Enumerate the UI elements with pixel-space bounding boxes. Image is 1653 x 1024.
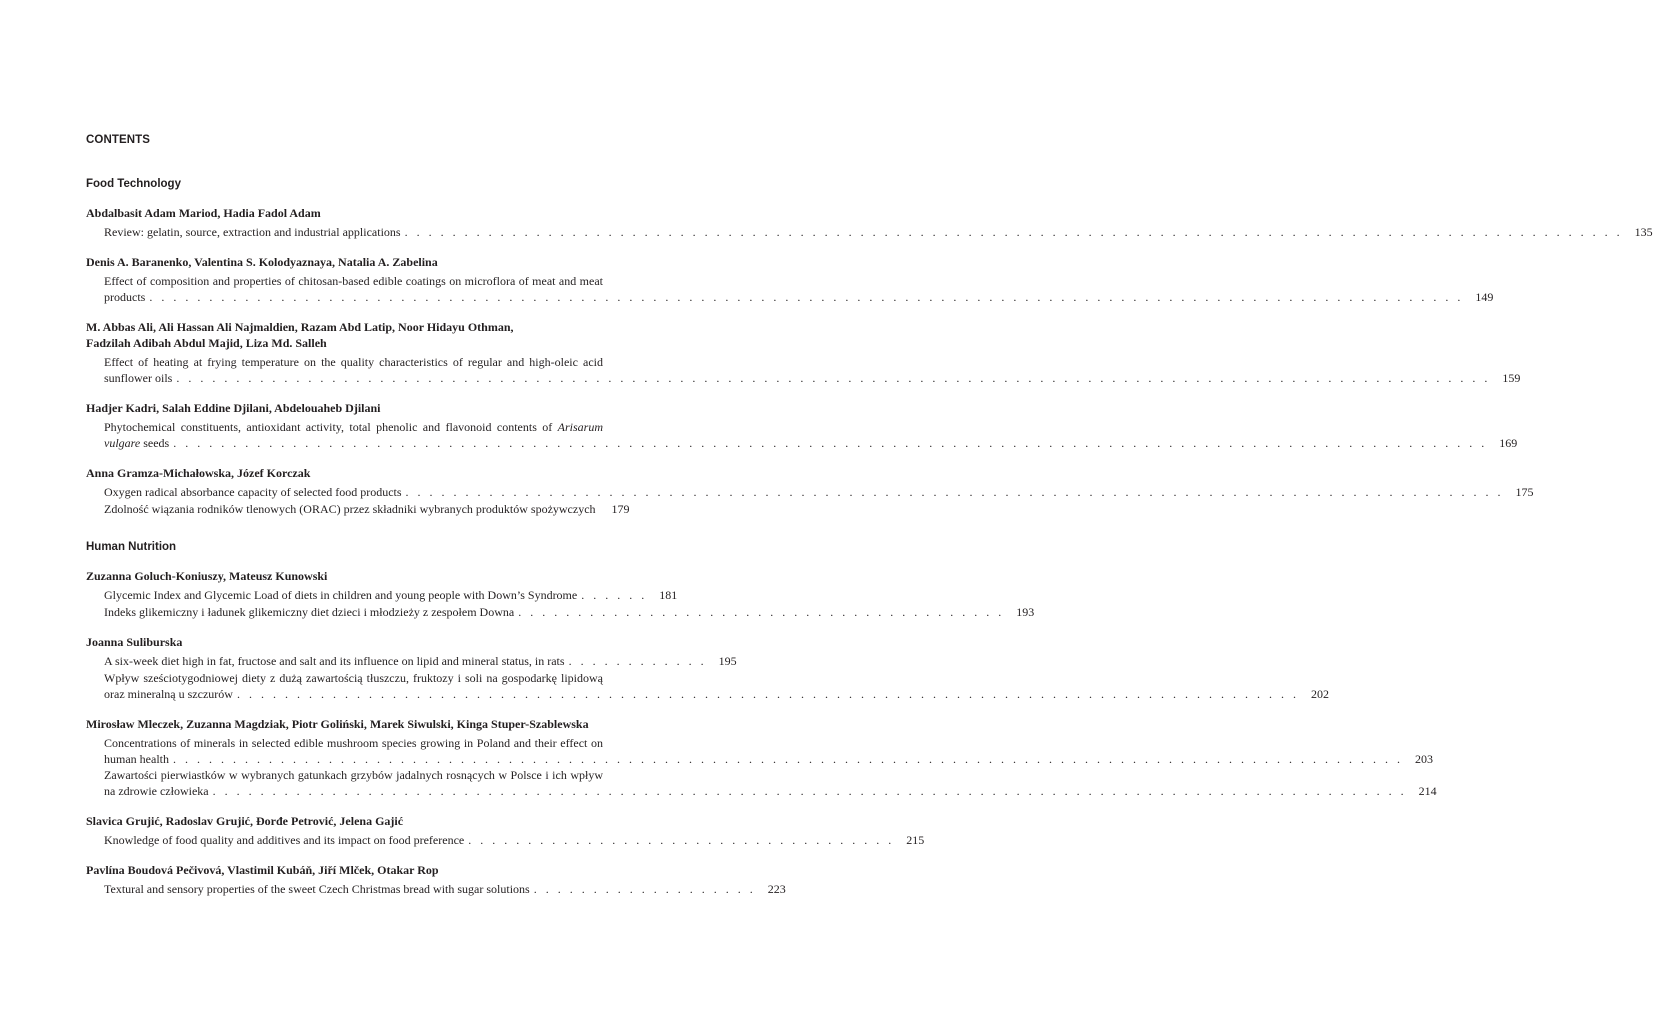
article-title-last-line (104, 751, 1433, 767)
article-link[interactable] (86, 832, 925, 848)
article-title-italic: vulgare (104, 436, 141, 450)
page-number: 159 (1502, 371, 1521, 385)
toc-entry (86, 400, 1518, 451)
leader-dots: . . . . . . . . . . . . . . . . . . . . . . . . . . . . . . . . . . . . . . . . . . . . . . . . . . . . . . . . . . . . . . . . . . . . . . . . . . . . . . . . . . . . . . . . . . . . . . . . . . . . . . . (172, 752, 1403, 766)
leader-dots: . . . . . . . . . . . . . . . . . . . . . . . . . . . . . . . . . . . . (468, 833, 895, 847)
article-title: Zdolność wiązania rodników tlenowych (ORAC) przez składniki wybranych produktów spożywczych (104, 502, 596, 516)
article-title: na zdrowie człowieka (104, 784, 209, 798)
leader-dots: . . . . . . . . . . . . . . . . . . . . . . . . . . . . . . . . . . . . . . . . . . . . . . . . . . . . . . . . . . . . . . . . . . . . . . . . . . . . . . . . . . . . . . . . . . . . . . . . . . . . . . . . . . . . . . (176, 371, 1491, 385)
page-number: 179 (611, 502, 630, 516)
toc-entry (86, 205, 1653, 240)
page-number: 175 (1515, 485, 1534, 499)
article-title-last-line (104, 370, 1521, 386)
entry-authors: Zuzanna Goluch-Koniuszy, Mateusz Kunowski (86, 569, 328, 583)
entry-authors: Joanna Suliburska (86, 635, 183, 649)
page-number: 203 (1414, 752, 1433, 766)
entry-authors: Mirosław Mleczek, Zuzanna Magdziak, Piotr Goliński, Marek Siwulski, Kinga Stuper-Szablewska (86, 717, 589, 731)
entry-authors: Fadzilah Adibah Abdul Majid, Liza Md. Salleh (86, 336, 327, 350)
article-title: Knowledge of food quality and additives and its impact on food preference (104, 833, 465, 847)
entry-authors: Pavlína Boudová Pečivová, Vlastimil Kubáň, Jiří Mlček, Otakar Rop (86, 863, 439, 877)
entry-authors: M. Abbas Ali, Ali Hassan Ali Najmaldien, Razam Abd Latip, Noor Hidayu Othman, (86, 320, 514, 334)
page-number: 202 (1310, 687, 1329, 701)
article-title: Indeks glikemiczny i ładunek glikemiczny diet dzieci i młodzieży z zespołem Downa (104, 605, 515, 619)
article-link[interactable] (86, 354, 1521, 386)
page-number: 223 (767, 882, 786, 896)
article-link[interactable] (86, 735, 1433, 767)
section-title-human-nutrition: Human Nutrition (86, 541, 177, 553)
article-link[interactable] (86, 484, 1534, 500)
article-title-last-line (104, 783, 1437, 799)
entry-authors: Denis A. Baranenko, Valentina S. Kolodyaznaya, Natalia A. Zabelina (86, 255, 438, 269)
leader-dots: . . . . . . . . . . . . . . . . . . . . . . . . . . . . . . . . . . . . . . . . . . . . . . . . . . . . . . . . . . . . . . . . . . . . . . . . . . . . . . . . . . . . . . . . . . . . . . . . . . . . . . . . . . . . . . (149, 290, 1464, 304)
entry-authors: Hadjer Kadri, Salah Eddine Djilani, Abdelouaheb Djilani (86, 401, 381, 415)
article-title (104, 435, 169, 451)
toc-entry (86, 254, 1494, 305)
toc-entry (86, 465, 1534, 517)
article-title-line: Zawartości pierwiastków w wybranych gatunkach grzybów jadalnych rosnących w Polsce i ich wpływ (104, 768, 603, 782)
entry-authors: Anna Gramza-Michałowska, Józef Korczak (86, 466, 311, 480)
contents-page (86, 134, 1653, 911)
leader-dots: . . . . . . . . . . . . . . . . . . . . . . . . . . . . . . . . . . . . . . . . . . . . . . . . . . . . . . . . . . . . . . . . . . . . . . . . . . . . . . . . . . . . . . . . . . . . . . . . . . . . . . . . . . . . . . (173, 436, 1488, 450)
toc-entry (86, 634, 1329, 702)
entry-authors: Slavica Grujić, Radoslav Grujić, Đorđe Petrović, Jelena Gajić (86, 814, 404, 828)
article-title-line: Concentrations of minerals in selected edible mushroom species growing in Poland and their effect on (104, 736, 603, 750)
page-number: 169 (1499, 436, 1518, 450)
leader-dots: . . . . . . (581, 588, 648, 602)
toc-entry (86, 319, 1521, 386)
leader-dots: . . . . . . . . . . . . . . . . . . . (533, 882, 756, 896)
article-title: A six-week diet high in fat, fructose and salt and its influence on lipid and mineral status, in rats (104, 654, 565, 668)
article-title: human health (104, 752, 169, 766)
page-number: 193 (1016, 605, 1035, 619)
article-title: sunflower oils (104, 371, 173, 385)
article-title-last-line (104, 435, 1518, 451)
article-link[interactable] (86, 419, 1518, 451)
article-link[interactable] (86, 273, 1494, 305)
article-link[interactable] (86, 881, 786, 897)
article-link[interactable] (86, 224, 1653, 240)
leader-dots: . . . . . . . . . . . . . . . . . . . . . . . . . . . . . . . . . . . . . . . . . . . . . . . . . . . . . . . . . . . . . . . . . . . . . . . . . . . . . . . . . . . . . . . . . . . . . . . . . . . . (212, 784, 1407, 798)
article-link[interactable] (86, 604, 1035, 620)
article-link[interactable] (86, 587, 678, 603)
article-title-italic: Arisarum (557, 420, 603, 434)
contents-title: CONTENTS (86, 134, 151, 146)
article-title-text: seeds (143, 436, 170, 450)
article-link[interactable] (86, 501, 629, 517)
leader-dots: . . . . . . . . . . . . (568, 654, 707, 668)
article-link[interactable] (86, 653, 737, 669)
leader-dots: . . . . . . . . . . . . . . . . . . . . . . . . . . . . . . . . . . . . . . . . . . . . . . . . . . . . . . . . . . . . . . . . . . . . . . . . . . . . . . . . . . . . . . . . . . . . . . . . . . . . . . (404, 225, 1623, 239)
page-number: 149 (1475, 290, 1494, 304)
article-title: products (104, 290, 146, 304)
toc-entry (86, 568, 1035, 620)
toc-entry (86, 813, 925, 848)
article-link[interactable] (86, 670, 1329, 702)
section-title-food-technology: Food Technology (86, 178, 181, 190)
toc-entry (86, 862, 786, 897)
article-title-line (104, 419, 629, 435)
article-link[interactable] (86, 767, 1437, 799)
page-number: 215 (906, 833, 925, 847)
leader-dots: . . . . . . . . . . . . . . . . . . . . . . . . . . . . . . . . . . . . . . . . . (518, 605, 1005, 619)
article-title: Review: gelatin, source, extraction and industrial applications (104, 225, 401, 239)
article-title: Oxygen radical absorbance capacity of selected food products (104, 485, 402, 499)
page-number: 195 (718, 654, 737, 668)
article-title: oraz mineralną u szczurów (104, 687, 233, 701)
article-title-line: Effect of heating at frying temperature on the quality characteristics of regular and high-oleic acid (104, 355, 603, 369)
toc-entry (86, 716, 1437, 799)
article-title-last-line (104, 686, 1329, 702)
article-title-text: Phytochemical constituents, antioxidant activity, total phenolic and flavonoid contents of (104, 420, 553, 434)
leader-dots: . . . . . . . . . . . . . . . . . . . . . . . . . . . . . . . . . . . . . . . . . . . . . . . . . . . . . . . . . . . . . . . . . . . . . . . . . . . . . . . . . . . . . . . . . (236, 687, 1299, 701)
page-number: 214 (1418, 784, 1437, 798)
article-title: Glycemic Index and Glycemic Load of diets in children and young people with Down’s Syndrome (104, 588, 578, 602)
article-title-last-line (104, 289, 1494, 305)
leader-dots: . . . . . . . . . . . . . . . . . . . . . . . . . . . . . . . . . . . . . . . . . . . . . . . . . . . . . . . . . . . . . . . . . . . . . . . . . . . . . . . . . . . . . . . . . . . . (405, 485, 1504, 499)
article-title: Textural and sensory properties of the sweet Czech Christmas bread with sugar solutions (104, 882, 530, 896)
entry-authors: Abdalbasit Adam Mariod, Hadia Fadol Adam (86, 206, 321, 220)
page-number: 135 (1634, 225, 1653, 239)
article-title-line: Wpływ sześciotygodniowej diety z dużą zawartością tłuszczu, fruktozy i soli na gospodarkę lipidową (104, 671, 603, 685)
page-number: 181 (659, 588, 678, 602)
article-title-line: Effect of composition and properties of chitosan-based edible coatings on microflora of meat and meat (104, 274, 603, 288)
